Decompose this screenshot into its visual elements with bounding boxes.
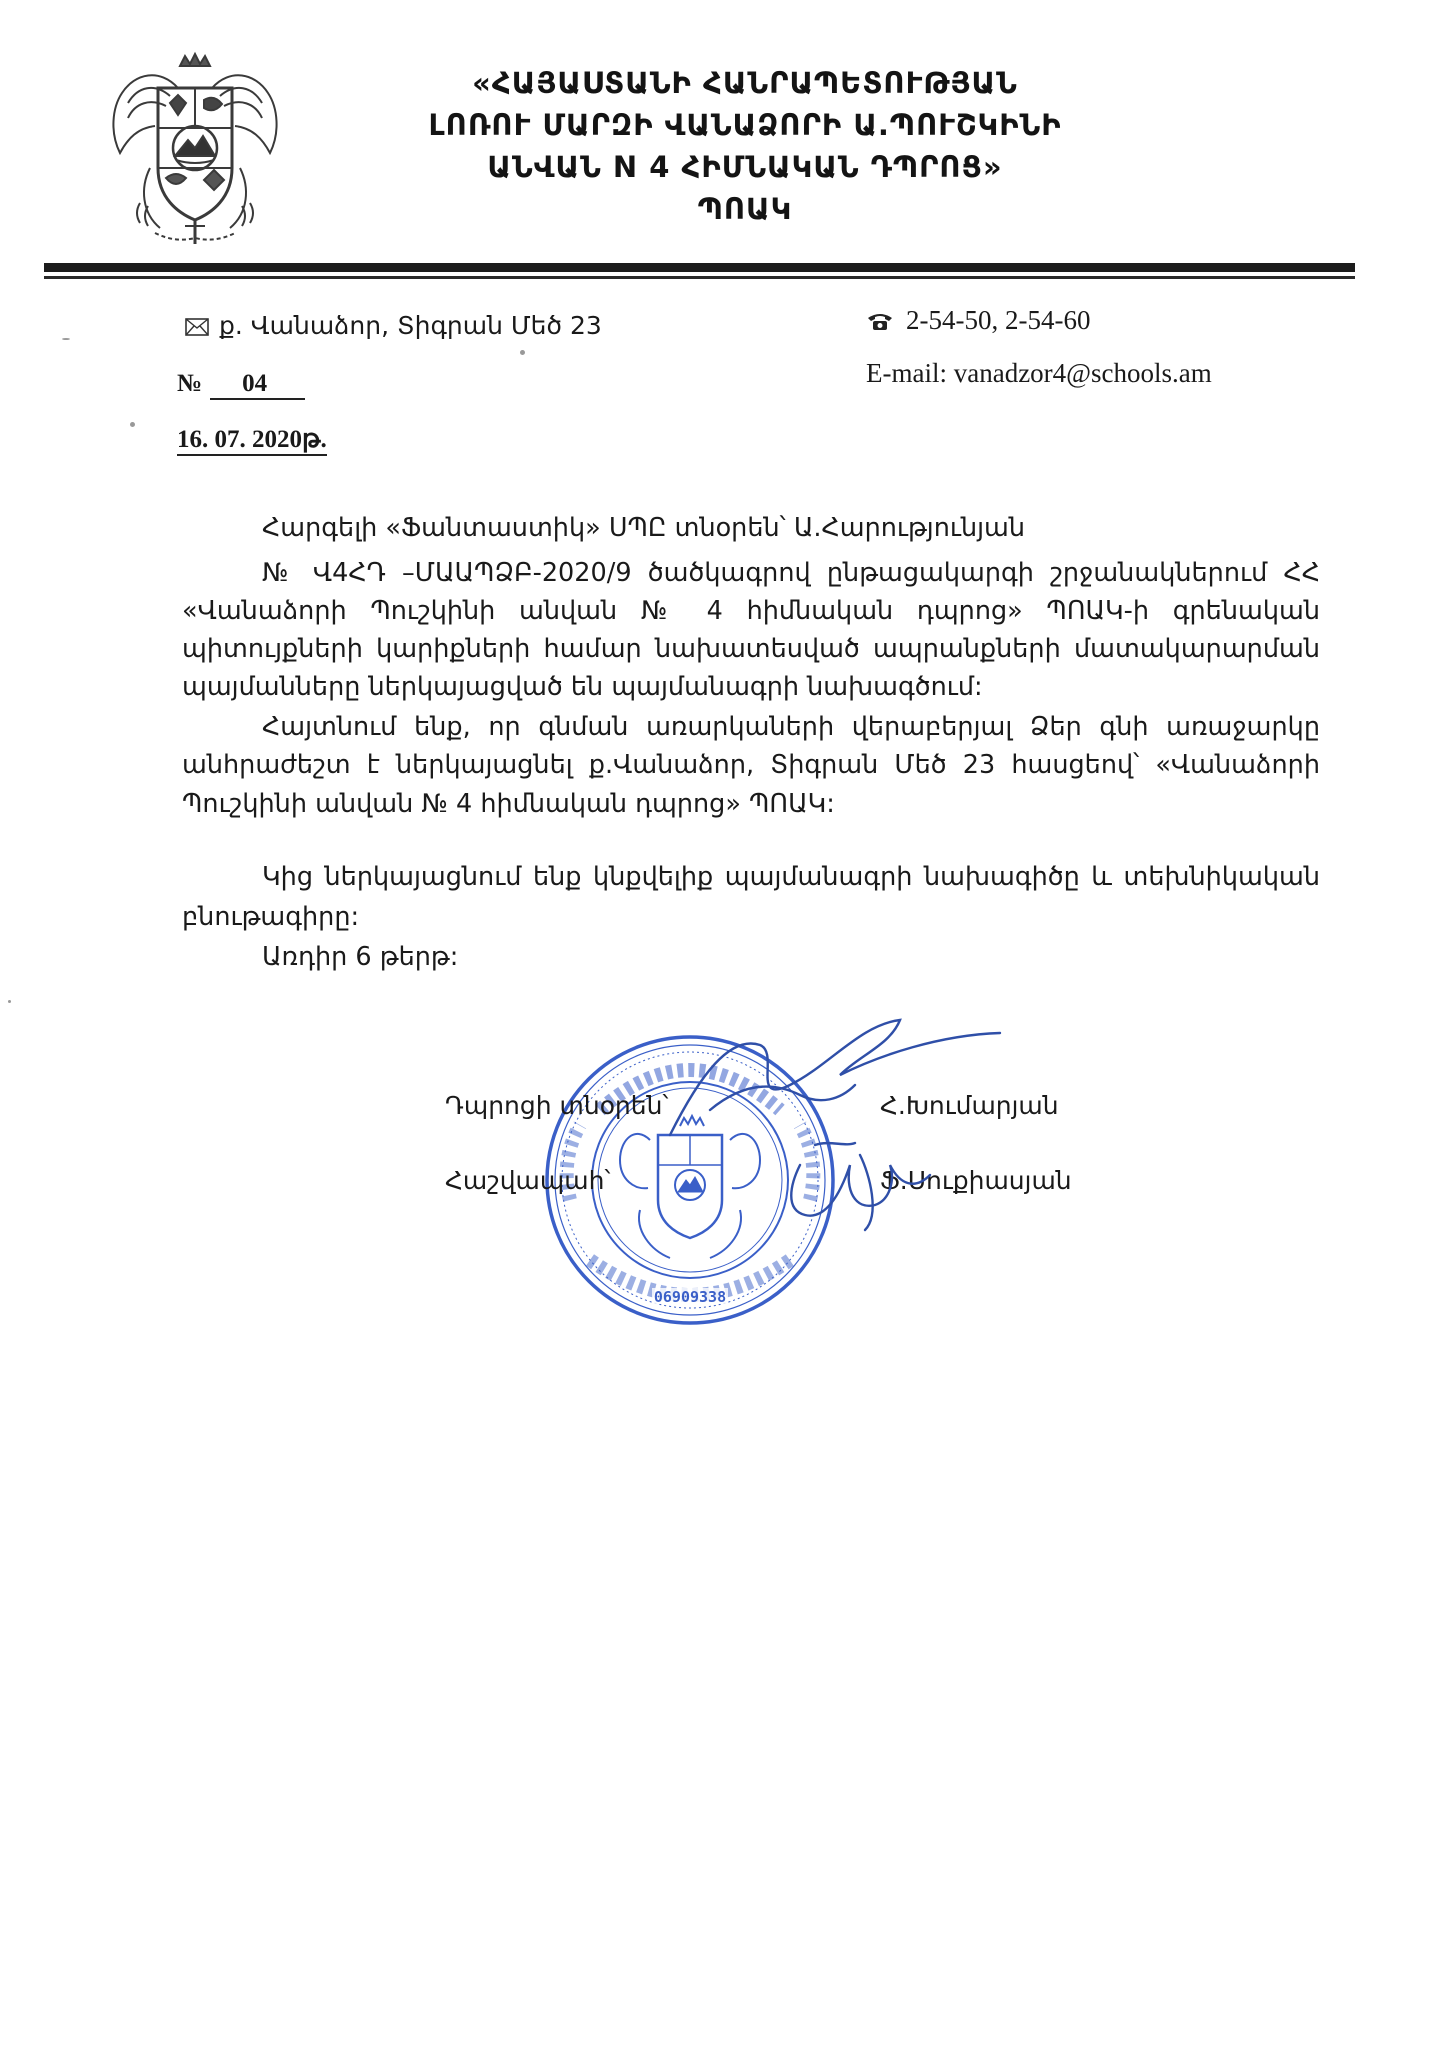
stamp-code: 06909338 xyxy=(653,1288,727,1306)
director-title: Դպրոցի տնօրեն՝ xyxy=(445,1091,669,1120)
letterhead-line-2: ԼՈՌՈՒ ՄԱՐԶԻ ՎԱՆԱՁՈՐԻ Ա.ՊՈՒՇԿԻՆԻ xyxy=(428,108,1062,142)
accountant-title: Հաշվապահ՝ xyxy=(445,1166,611,1195)
letterhead-line-3: ԱՆՎԱՆ N 4 ՀԻՄՆԱԿԱՆ ԴՊՐՈՑ» xyxy=(487,150,1003,184)
letterhead-divider-thick xyxy=(44,263,1355,272)
coat-of-arms-emblem xyxy=(100,48,290,248)
telephone-icon xyxy=(866,311,894,331)
salutation: Հարգելի «Ֆանտաստիկ» ՍՊԸ տնօրեն՝ Ա.Հարությունյան xyxy=(262,513,1026,543)
paragraph-3-line-1: Կից ներկայացնում ենք կնքվելիք պայմանագրի նախագիծը և տեխնիկական xyxy=(262,862,1320,892)
director-name: Հ.Խումարյան xyxy=(880,1091,1059,1120)
paragraph-2-line-1: Հայտնում ենք, որ գնման առարկաների վերաբերյալ Ձեր գնի առաջարկը xyxy=(262,712,1320,742)
phone-numbers: 2-54-50, 2-54-60 xyxy=(906,305,1091,335)
accountant-name: Ֆ.Սուքիասյան xyxy=(880,1166,1072,1195)
scan-speck xyxy=(520,350,525,355)
document-number xyxy=(177,370,305,400)
letterhead-title xyxy=(330,62,1160,230)
handwritten-signatures xyxy=(640,1015,1040,1245)
paragraph-1-line-2: «Վանաձորի Պուշկինի անվան № 4 հիմնական դպրոց» ՊՈԱԿ-ի գրենական xyxy=(182,596,1320,626)
scan-speck xyxy=(130,422,135,427)
envelope-icon xyxy=(185,318,209,336)
document-number-value: 04 xyxy=(210,370,305,400)
document-number-label: № xyxy=(177,370,203,397)
attachment-note: Առդիր 6 թերթ: xyxy=(262,942,459,972)
letterhead-divider-thin xyxy=(44,276,1355,279)
phone-line xyxy=(866,305,1090,336)
address-text: ք. Վանաձոր, Տիգրան Մեծ 23 xyxy=(219,311,602,340)
paragraph-2-line-2: անհրաժեշտ է ներկայացնել ք.Վանաձոր, Տիգրան Մեծ 23 հասցեով՝ «Վանաձորի xyxy=(182,750,1320,780)
scan-speck xyxy=(62,338,70,340)
paragraph-3-line-2: բնութագիրը: xyxy=(182,902,360,932)
paragraph-1-line-4: պայմանները ներկայացված են պայմանագրի նախագծում: xyxy=(182,672,983,702)
paragraph-1-line-3: պիտույքների կարիքների համար նախատեսված ապրանքների մատակարարման xyxy=(182,634,1320,664)
paragraph-1-line-1: № Վ4ՀԴ –ՄԱԱՊՁԲ-2020/9 ծածկագրով ընթացակարգի շրջանակներում ՀՀ xyxy=(262,558,1320,588)
scan-speck xyxy=(8,1000,11,1003)
letterhead-line-4: ՊՈԱԿ xyxy=(697,192,793,226)
document-date: 16. 07. 2020թ. xyxy=(177,424,327,456)
address-line xyxy=(185,311,602,340)
email-address: E-mail: vanadzor4@schools.am xyxy=(866,358,1212,388)
letterhead-line-1: «ՀԱՅԱՍՏԱՆԻ ՀԱՆՐԱՊԵՏՈՒԹՅԱՆ xyxy=(472,66,1018,100)
paragraph-2-line-3: Պուշկինի անվան № 4 հիմնական դպրոց» ՊՈԱԿ: xyxy=(182,789,835,819)
